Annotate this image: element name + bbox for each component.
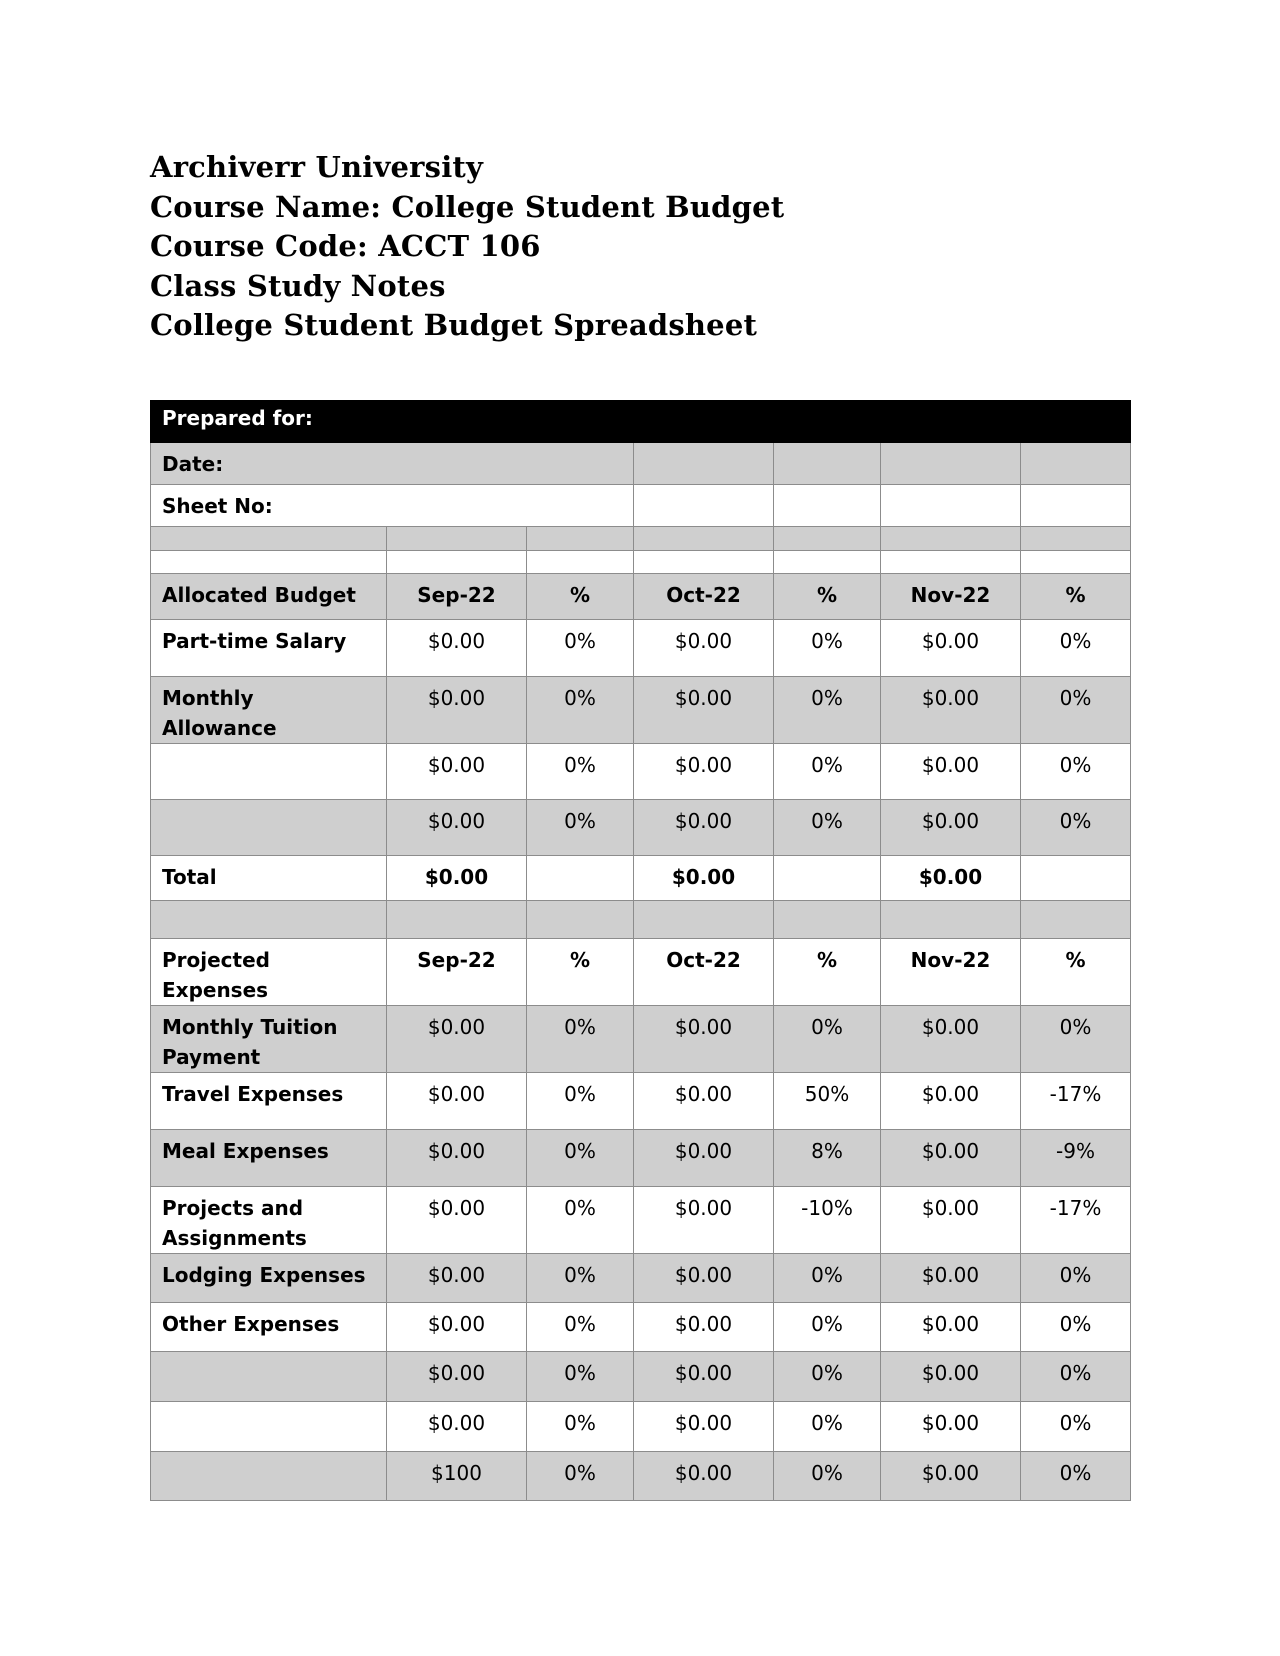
allocated-row bbox=[151, 744, 1131, 800]
value-cell: $0.00 bbox=[387, 620, 527, 677]
value-cell: $0.00 bbox=[634, 1303, 774, 1352]
spacer-cell bbox=[881, 901, 1021, 939]
allocated-row bbox=[151, 800, 1131, 856]
value-cell: $0.00 bbox=[634, 744, 774, 800]
spacer-cell bbox=[774, 527, 881, 551]
column-header: Nov-22 bbox=[881, 939, 1021, 1006]
value-cell: $0.00 bbox=[387, 677, 527, 744]
value-cell: $0.00 bbox=[387, 1130, 527, 1187]
expenses-row bbox=[151, 1073, 1131, 1130]
value-cell: $0.00 bbox=[634, 1352, 774, 1402]
value-cell: $0.00 bbox=[387, 744, 527, 800]
value-cell: 0% bbox=[527, 1303, 634, 1352]
value-cell: $0.00 bbox=[634, 1006, 774, 1073]
value-cell: 0% bbox=[774, 620, 881, 677]
value-cell: $0.00 bbox=[881, 1130, 1021, 1187]
column-header: Sep-22 bbox=[387, 574, 527, 620]
expenses-row bbox=[151, 1187, 1131, 1254]
value-cell: $0.00 bbox=[634, 1254, 774, 1303]
expenses-section-label: Projected Expenses bbox=[151, 939, 387, 1006]
allocated-row bbox=[151, 677, 1131, 744]
value-cell: $0.00 bbox=[881, 1452, 1021, 1501]
value-cell: 0% bbox=[1021, 800, 1131, 856]
sheet-no-label: Sheet No: bbox=[151, 485, 634, 527]
spacer-cell bbox=[527, 551, 634, 574]
spacer-cell bbox=[774, 901, 881, 939]
spacer-cell bbox=[774, 551, 881, 574]
notes-type: Class Study Notes bbox=[150, 268, 446, 303]
spacer-cell bbox=[881, 527, 1021, 551]
value-cell: $0.00 bbox=[387, 800, 527, 856]
prepared-for-row bbox=[151, 401, 1131, 443]
row-label: Monthly Allowance bbox=[151, 677, 387, 744]
value-cell: $0.00 bbox=[387, 1073, 527, 1130]
expenses-row bbox=[151, 1254, 1131, 1303]
value-cell: $0.00 bbox=[634, 800, 774, 856]
spacer-cell bbox=[387, 901, 527, 939]
sheet-no-cell[interactable] bbox=[881, 485, 1021, 527]
value-cell: 0% bbox=[527, 1187, 634, 1254]
value-cell: 0% bbox=[1021, 744, 1131, 800]
spacer-cell bbox=[1021, 527, 1131, 551]
expenses-row bbox=[151, 1130, 1131, 1187]
value-cell: -17% bbox=[1021, 1187, 1131, 1254]
spacer-cell bbox=[1021, 901, 1131, 939]
value-cell: 0% bbox=[1021, 1006, 1131, 1073]
value-cell: 8% bbox=[774, 1130, 881, 1187]
value-cell: $0.00 bbox=[881, 1187, 1021, 1254]
value-cell: -17% bbox=[1021, 1073, 1131, 1130]
allocated-header-row bbox=[151, 574, 1131, 620]
date-cell[interactable] bbox=[881, 443, 1021, 485]
value-cell: $0.00 bbox=[634, 1073, 774, 1130]
value-cell: $0.00 bbox=[634, 1452, 774, 1501]
value-cell: $0.00 bbox=[387, 1402, 527, 1452]
column-header: % bbox=[527, 939, 634, 1006]
spacer-cell bbox=[634, 901, 774, 939]
value-cell: 0% bbox=[527, 1006, 634, 1073]
value-cell: 0% bbox=[1021, 677, 1131, 744]
value-cell: $0.00 bbox=[881, 620, 1021, 677]
total-value bbox=[527, 856, 634, 901]
value-cell: $0.00 bbox=[881, 1073, 1021, 1130]
spacer-cell bbox=[1021, 551, 1131, 574]
value-cell: $0.00 bbox=[881, 1006, 1021, 1073]
course-code: Course Code: ACCT 106 bbox=[150, 229, 541, 263]
row-label bbox=[151, 1352, 387, 1402]
value-cell: 0% bbox=[527, 1130, 634, 1187]
value-cell: $0.00 bbox=[634, 677, 774, 744]
row-label bbox=[151, 1452, 387, 1501]
value-cell: 0% bbox=[1021, 1352, 1131, 1402]
budget-table bbox=[150, 400, 1131, 1501]
value-cell: $0.00 bbox=[634, 1187, 774, 1254]
value-cell: 0% bbox=[774, 1303, 881, 1352]
value-cell: 50% bbox=[774, 1073, 881, 1130]
total-value: $0.00 bbox=[387, 856, 527, 901]
value-cell: $0.00 bbox=[881, 744, 1021, 800]
value-cell: $0.00 bbox=[387, 1352, 527, 1402]
column-header: % bbox=[1021, 574, 1131, 620]
spacer-cell bbox=[634, 551, 774, 574]
value-cell: 0% bbox=[774, 677, 881, 744]
value-cell: 0% bbox=[774, 1352, 881, 1402]
value-cell: 0% bbox=[774, 1006, 881, 1073]
course-name: Course Name: College Student Budget bbox=[150, 189, 785, 224]
total-label: Total bbox=[151, 856, 387, 901]
row-label: Part-time Salary bbox=[151, 620, 387, 677]
column-header: Sep-22 bbox=[387, 939, 527, 1006]
row-label bbox=[151, 744, 387, 800]
spacer-cell bbox=[527, 527, 634, 551]
value-cell: $0.00 bbox=[387, 1187, 527, 1254]
sheet-no-cell[interactable] bbox=[1021, 485, 1131, 527]
spacer-cell bbox=[151, 551, 387, 574]
expenses-row bbox=[151, 1303, 1131, 1352]
value-cell: 0% bbox=[1021, 1452, 1131, 1501]
expenses-header-row bbox=[151, 939, 1131, 1006]
value-cell: 0% bbox=[527, 1073, 634, 1130]
document-header bbox=[150, 148, 784, 346]
date-cell[interactable] bbox=[774, 443, 881, 485]
total-value: $0.00 bbox=[634, 856, 774, 901]
value-cell: 0% bbox=[527, 1452, 634, 1501]
value-cell: 0% bbox=[527, 620, 634, 677]
prepared-for-label: Prepared for: bbox=[151, 401, 1131, 443]
value-cell: $0.00 bbox=[387, 1303, 527, 1352]
allocated-row bbox=[151, 620, 1131, 677]
sheet-no-cell[interactable] bbox=[634, 485, 774, 527]
date-row bbox=[151, 443, 1131, 485]
spacer-cell bbox=[151, 901, 387, 939]
expenses-row bbox=[151, 1352, 1131, 1402]
date-cell[interactable] bbox=[1021, 443, 1131, 485]
value-cell: $0.00 bbox=[881, 1402, 1021, 1452]
row-label: Meal Expenses bbox=[151, 1130, 387, 1187]
value-cell: 0% bbox=[1021, 1303, 1131, 1352]
value-cell: 0% bbox=[527, 1352, 634, 1402]
date-cell[interactable] bbox=[634, 443, 774, 485]
allocated-section-label: Allocated Budget bbox=[151, 574, 387, 620]
spacer-cell bbox=[881, 551, 1021, 574]
value-cell: $0.00 bbox=[881, 1303, 1021, 1352]
value-cell: -10% bbox=[774, 1187, 881, 1254]
total-row bbox=[151, 856, 1131, 901]
value-cell: $100 bbox=[387, 1452, 527, 1501]
value-cell: 0% bbox=[1021, 1402, 1131, 1452]
spacer-cell bbox=[527, 901, 634, 939]
value-cell: 0% bbox=[1021, 620, 1131, 677]
value-cell: 0% bbox=[527, 1254, 634, 1303]
value-cell: $0.00 bbox=[634, 1402, 774, 1452]
budget-table-body bbox=[151, 401, 1131, 1501]
spacer-row bbox=[151, 901, 1131, 939]
column-header: % bbox=[774, 939, 881, 1006]
document-title: College Student Budget Spreadsheet bbox=[150, 308, 758, 342]
row-label: Monthly Tuition Payment bbox=[151, 1006, 387, 1073]
value-cell: 0% bbox=[527, 744, 634, 800]
value-cell: 0% bbox=[774, 1254, 881, 1303]
value-cell: 0% bbox=[774, 1452, 881, 1501]
column-header: Oct-22 bbox=[634, 939, 774, 1006]
column-header: Nov-22 bbox=[881, 574, 1021, 620]
spacer-row bbox=[151, 527, 1131, 551]
expenses-row bbox=[151, 1006, 1131, 1073]
value-cell: 0% bbox=[774, 744, 881, 800]
value-cell: 0% bbox=[527, 800, 634, 856]
value-cell: -9% bbox=[1021, 1130, 1131, 1187]
column-header: % bbox=[527, 574, 634, 620]
value-cell: 0% bbox=[527, 1402, 634, 1452]
sheet-no-cell[interactable] bbox=[774, 485, 881, 527]
spacer-cell bbox=[151, 527, 387, 551]
value-cell: $0.00 bbox=[634, 1130, 774, 1187]
column-header: % bbox=[1021, 939, 1131, 1006]
value-cell: 0% bbox=[1021, 1254, 1131, 1303]
total-value bbox=[774, 856, 881, 901]
value-cell: $0.00 bbox=[387, 1254, 527, 1303]
total-value bbox=[1021, 856, 1131, 901]
university-name: Archiverr University bbox=[150, 150, 484, 184]
spacer-cell bbox=[387, 551, 527, 574]
row-label: Other Expenses bbox=[151, 1303, 387, 1352]
date-label: Date: bbox=[151, 443, 634, 485]
sheet-no-row bbox=[151, 485, 1131, 527]
spacer-cell bbox=[387, 527, 527, 551]
row-label bbox=[151, 800, 387, 856]
column-header: Oct-22 bbox=[634, 574, 774, 620]
expenses-row bbox=[151, 1402, 1131, 1452]
value-cell: 0% bbox=[774, 1402, 881, 1452]
value-cell: $0.00 bbox=[881, 1254, 1021, 1303]
total-value: $0.00 bbox=[881, 856, 1021, 901]
value-cell: $0.00 bbox=[881, 677, 1021, 744]
expenses-row bbox=[151, 1452, 1131, 1501]
spacer-row bbox=[151, 551, 1131, 574]
value-cell: $0.00 bbox=[387, 1006, 527, 1073]
value-cell: $0.00 bbox=[881, 800, 1021, 856]
row-label: Lodging Expenses bbox=[151, 1254, 387, 1303]
row-label bbox=[151, 1402, 387, 1452]
row-label: Travel Expenses bbox=[151, 1073, 387, 1130]
value-cell: $0.00 bbox=[634, 620, 774, 677]
value-cell: 0% bbox=[527, 677, 634, 744]
column-header: % bbox=[774, 574, 881, 620]
row-label: Projects and Assignments bbox=[151, 1187, 387, 1254]
value-cell: 0% bbox=[774, 800, 881, 856]
value-cell: $0.00 bbox=[881, 1352, 1021, 1402]
spacer-cell bbox=[634, 527, 774, 551]
